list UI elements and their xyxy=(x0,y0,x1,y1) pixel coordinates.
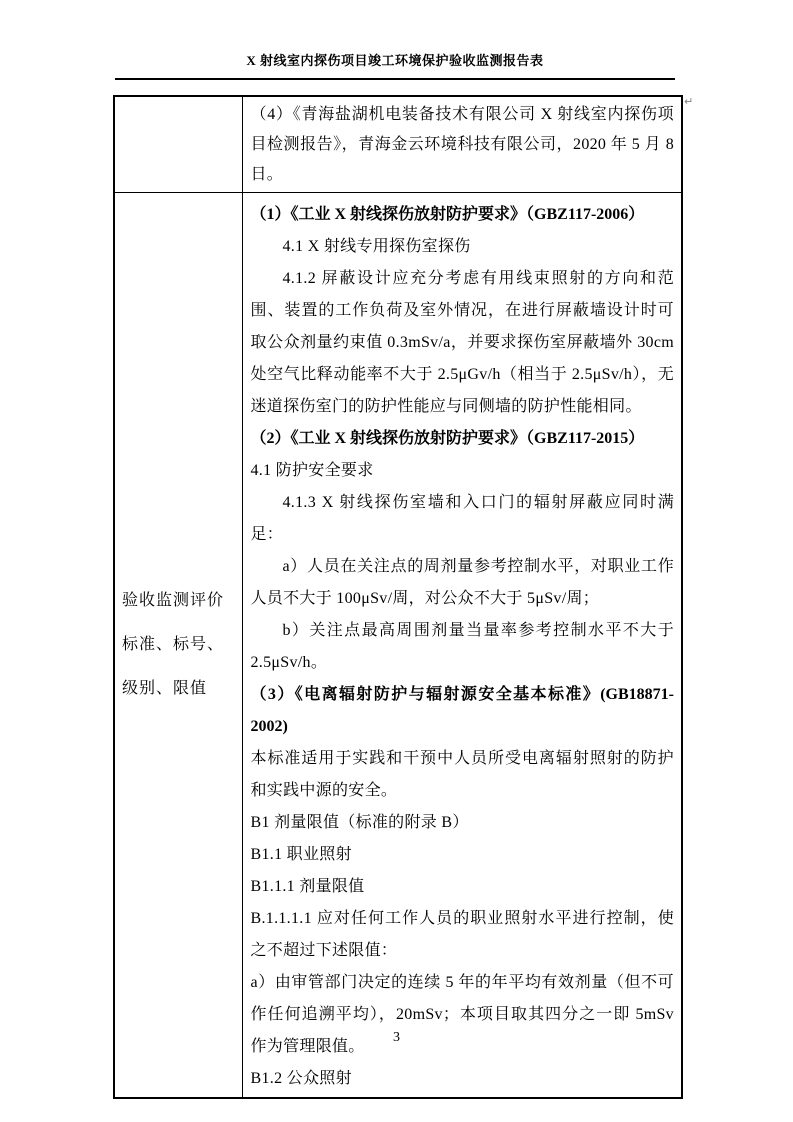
standard-paragraph: （4）《青海盐湖机电装备技术有限公司 X 射线室内探伤项目检测报告》，青海金云环境科技有限公司，2020 年 5 月 8 日。 xyxy=(250,106,674,183)
standard-paragraph: B1.2 公众照射 xyxy=(250,1070,352,1087)
standards-table xyxy=(113,95,683,1099)
standard-paragraph: 本标准适用于实践和干预中人员所受电离辐射照射的防护和实践中源的安全。 xyxy=(250,750,674,799)
row-content-cell xyxy=(242,96,682,193)
standard-paragraph: b）关注点最高周围剂量当量率参考控制水平不大于 2.5μSv/h。 xyxy=(250,622,674,671)
standard-paragraph: 4.1 防护安全要求 xyxy=(250,462,374,479)
standard-paragraph: 4.1.2 屏蔽设计应充分考虑有用线束照射的方向和范围、装置的工作负荷及室外情况，在进行屏蔽墙设计时可取公众剂量约束值 0.3mSv/a，并要求探伤室屏蔽墙外 30cm 处空气比释动能率不大于 2.5μGv/h（相当于 2.5μSv/h），无迷道探伤室门的防护性能应与同侧墙的防护性能相同。 xyxy=(250,270,674,415)
standard-paragraph: a）人员在关注点的周剂量参考控制水平，对职业工作人员不大于 100μSv/周，对公众不大于 5μSv/周； xyxy=(250,558,674,607)
page-title: X 射线室内探伤项目竣工环境保护验收监测报告表 xyxy=(246,53,544,68)
standard-paragraph: B.1.1.1.1 应对任何工作人员的职业照射水平进行控制，使之不超过下述限值： xyxy=(250,910,674,959)
standard-paragraph: B1 剂量限值（标准的附录 B） xyxy=(250,814,469,831)
table-row-row-standards xyxy=(114,193,682,1099)
standard-paragraph: 4.1.3 X 射线探伤室墙和入口门的辐射屏蔽应同时满足： xyxy=(250,494,674,543)
standard-paragraph: a）由审管部门决定的连续 5 年的年平均有效剂量（但不可作任何追溯平均），20mSv；本项目取其四分之一即 5mSv 作为管理限值。 xyxy=(250,974,674,1055)
standard-paragraph: 4.1 X 射线专用探伤室探伤 xyxy=(282,238,471,255)
standard-paragraph: B1.1 职业照射 xyxy=(250,846,352,863)
standard-paragraph: B1.1.1 剂量限值 xyxy=(250,878,365,895)
standard-heading: （2）《工业 X 射线探伤放射防护要求》（GBZ117-2015） xyxy=(250,430,645,447)
row-label-cell: 验收监测评价标准、标号、级别、限值 xyxy=(114,193,242,1099)
document-header xyxy=(115,50,675,80)
header-rule-divider xyxy=(115,78,675,80)
row-label-cell xyxy=(114,96,242,193)
standard-heading: （1）《工业 X 射线探伤放射防护要求》（GBZ117-2006） xyxy=(250,206,645,223)
row-content-cell xyxy=(242,193,682,1099)
standard-heading: （3）《电离辐射防护与辐射源安全基本标准》(GB18871-2002) xyxy=(250,686,674,735)
table-row-row-references xyxy=(114,96,682,193)
page-number: 3 xyxy=(393,1030,400,1045)
paragraph-mark-icon: ↵ xyxy=(684,95,694,108)
standards-table-body xyxy=(114,96,682,1098)
